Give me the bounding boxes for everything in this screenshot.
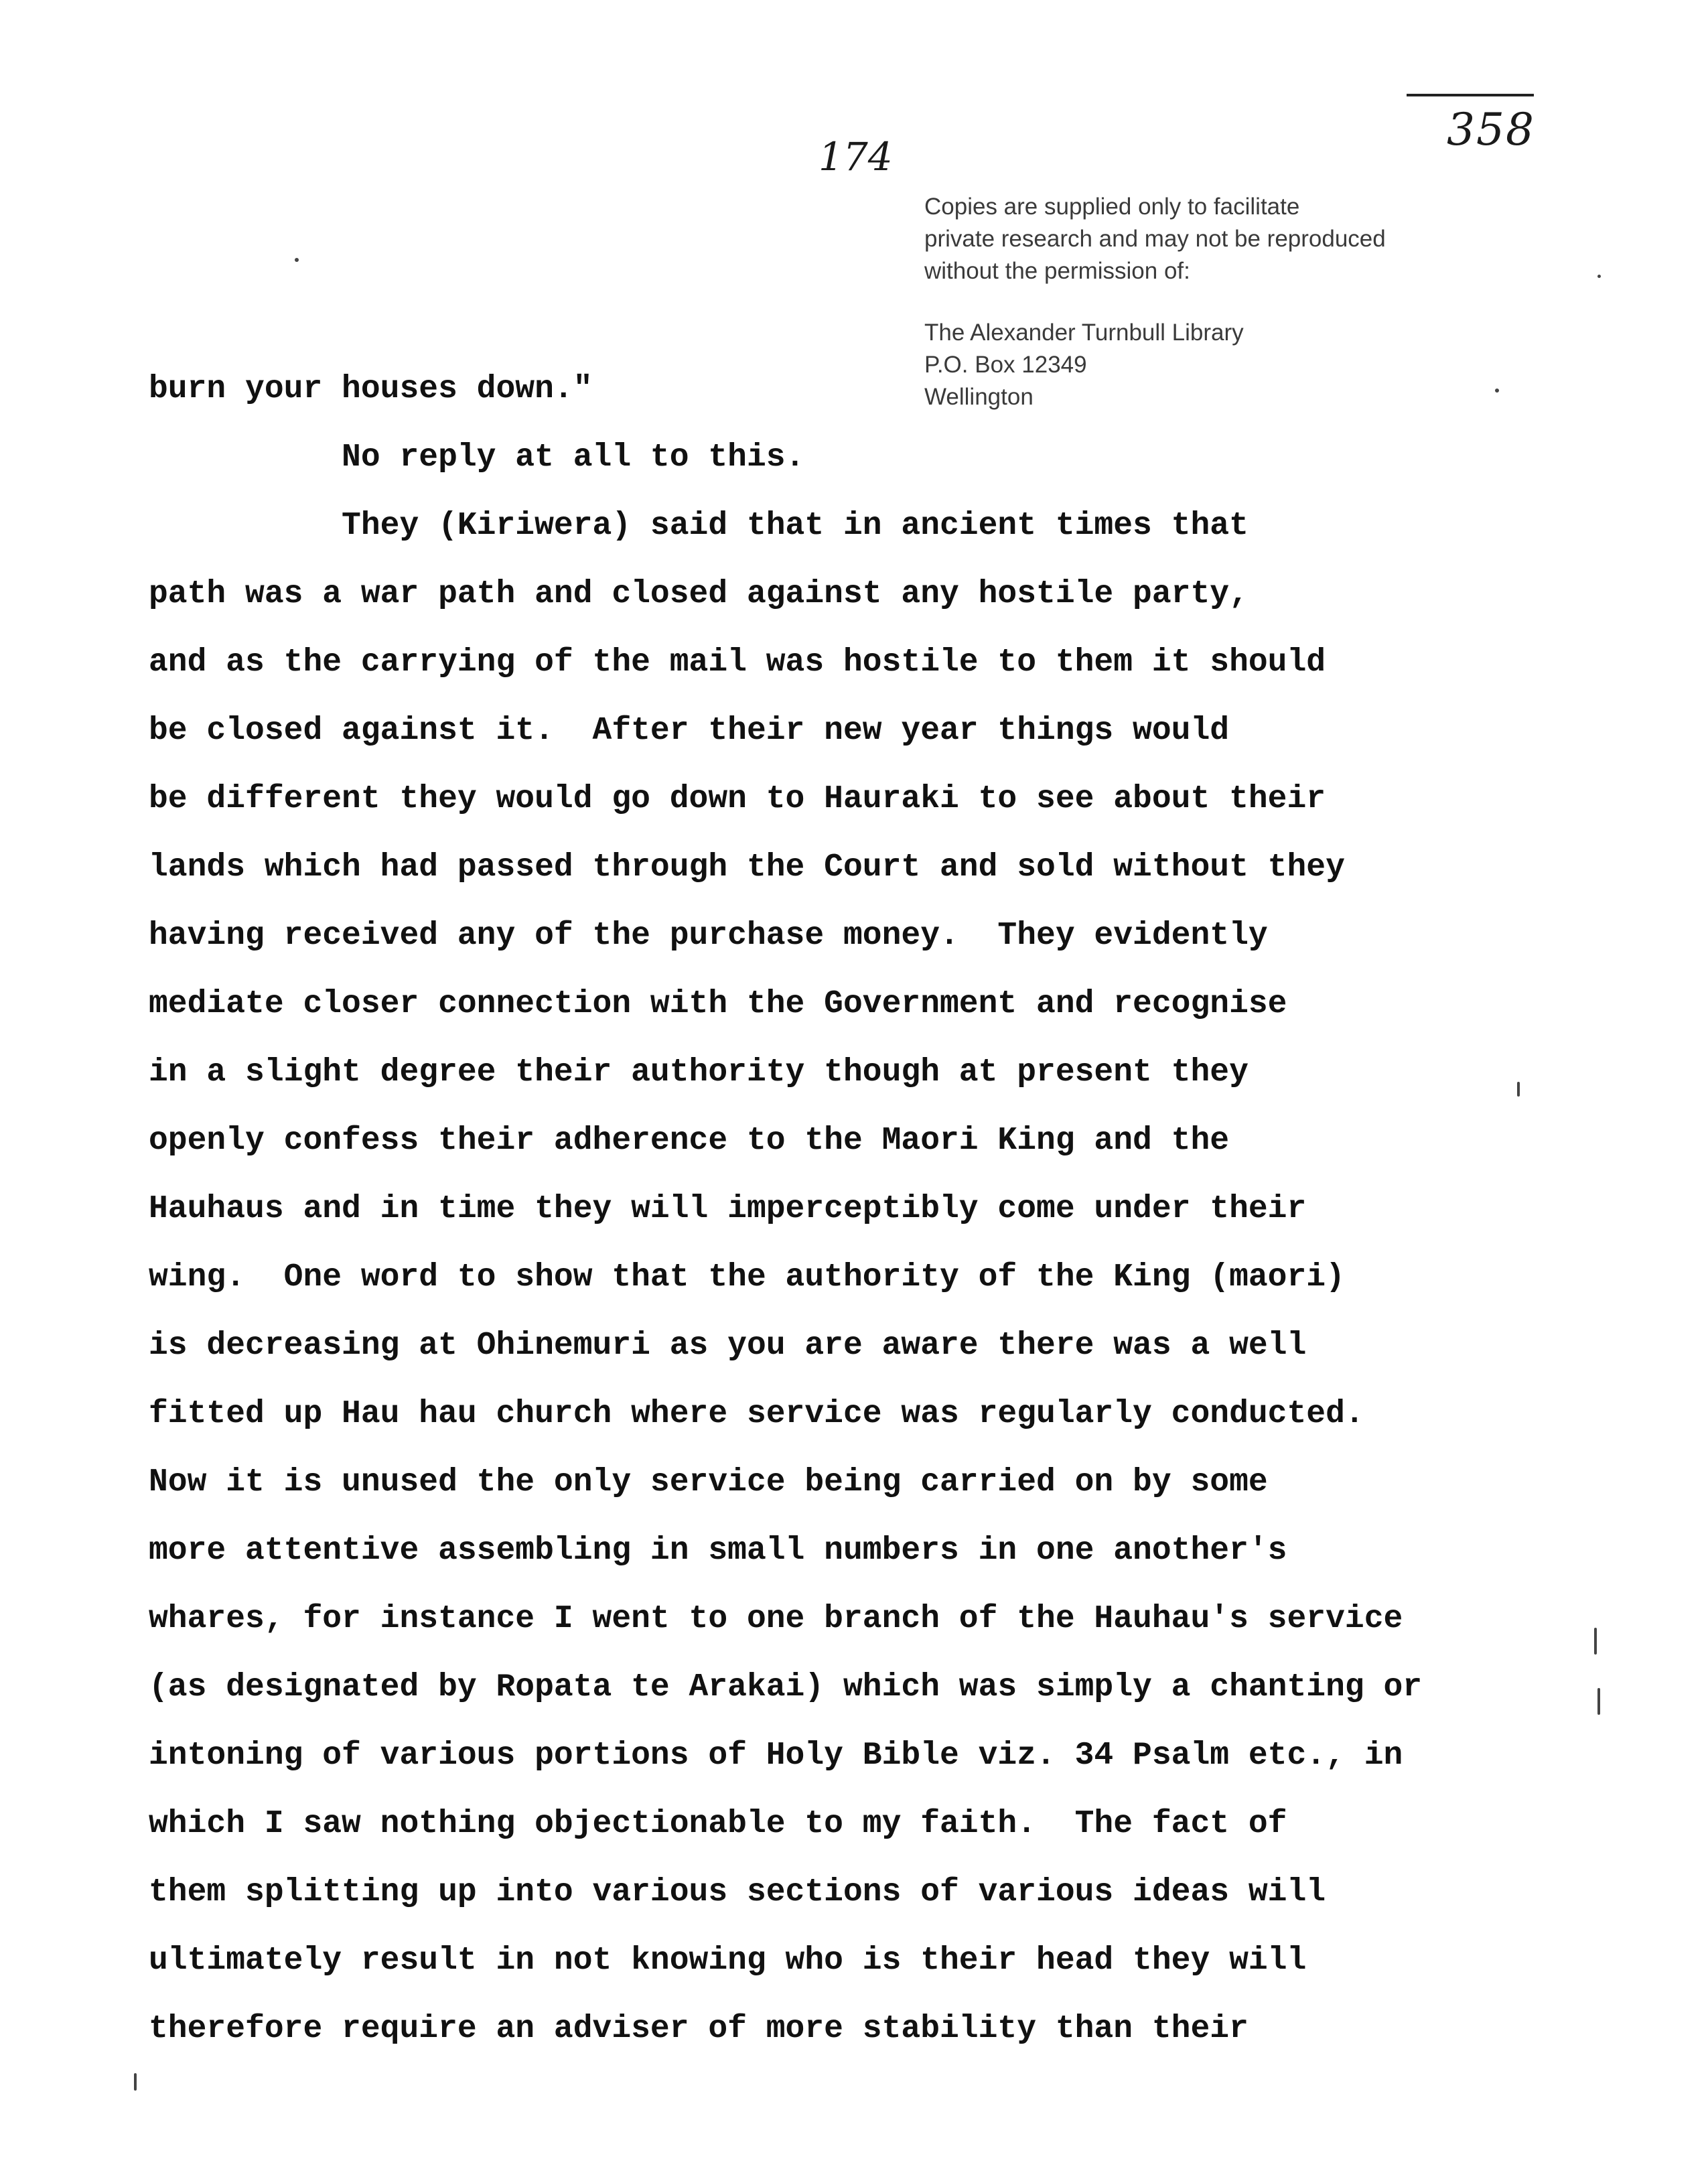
scan-speck: [295, 258, 299, 262]
text-line: lands which had passed through the Court and sold without they: [149, 849, 1345, 886]
text-line: having received any of the purchase money. They evidently: [149, 918, 1268, 954]
stamp-line: without the permission of:: [924, 258, 1190, 284]
text-line: more attentive assembling in small numbers in one another's: [149, 1533, 1287, 1569]
scan-speck: [1495, 389, 1499, 393]
text-line: Hauhaus and in time they will imperceptibly come under their: [149, 1191, 1307, 1227]
scan-speck: [1597, 1688, 1600, 1715]
stamp-line: P.O. Box 12349: [924, 352, 1087, 378]
letter-body: [149, 355, 1622, 2063]
stamp-line: The Alexander Turnbull Library: [924, 320, 1244, 346]
text-line: path was a war path and closed against any hostile party,: [149, 576, 1249, 612]
text-line: burn your houses down.": [149, 371, 593, 407]
stamp-gap: [924, 287, 1527, 317]
page-number: 174: [819, 134, 893, 180]
text-line: openly confess their adherence to the Maori King and the: [149, 1123, 1230, 1159]
text-line: be different they would go down to Hauraki to see about their: [149, 781, 1326, 817]
scan-speck: [134, 2073, 137, 2091]
text-line: therefore require an adviser of more stability than their: [149, 2011, 1249, 2047]
text-line: fitted up Hau hau church where service was regularly conducted.: [149, 1396, 1364, 1432]
text-line: is decreasing at Ohinemuri as you are aware there was a well: [149, 1328, 1307, 1364]
text-line: which I saw nothing objectionable to my faith. The fact of: [149, 1806, 1287, 1842]
text-line: whares, for instance I went to one branch of the Hauhau's service: [149, 1601, 1403, 1637]
scan-speck: [1594, 1628, 1597, 1655]
text-line: ultimately result in not knowing who is their head they will: [149, 1943, 1307, 1979]
text-line: them splitting up into various sections of various ideas will: [149, 1874, 1326, 1910]
text-line: Now it is unused the only service being carried on by some: [149, 1464, 1268, 1500]
stamp-line: private research and may not be reproduced: [924, 226, 1386, 252]
text-line: intoning of various portions of Holy Bible viz. 34 Psalm etc., in: [149, 1738, 1403, 1774]
text-line: wing. One word to show that the authority of the King (maori): [149, 1259, 1345, 1295]
text-line: and as the carrying of the mail was hostile to them it should: [149, 644, 1326, 681]
text-line: in a slight degree their authority though at present they: [149, 1054, 1249, 1091]
scan-speck: [1597, 275, 1601, 278]
text-line: be closed against it. After their new year things would: [149, 713, 1230, 749]
text-line: mediate closer connection with the Government and recognise: [149, 986, 1287, 1022]
scan-speck: [1517, 1082, 1520, 1097]
archive-reference-rule: [1407, 94, 1534, 96]
text-line: They (Kiriwera) said that in ancient times that: [149, 508, 1249, 544]
stamp-line: Wellington: [924, 384, 1034, 410]
text-line: (as designated by Ropata te Arakai) which was simply a chanting or: [149, 1669, 1423, 1705]
archive-reference: 358: [1447, 104, 1535, 155]
text-line: No reply at all to this.: [149, 439, 805, 476]
stamp-line: Copies are supplied only to facilitate: [924, 194, 1300, 220]
